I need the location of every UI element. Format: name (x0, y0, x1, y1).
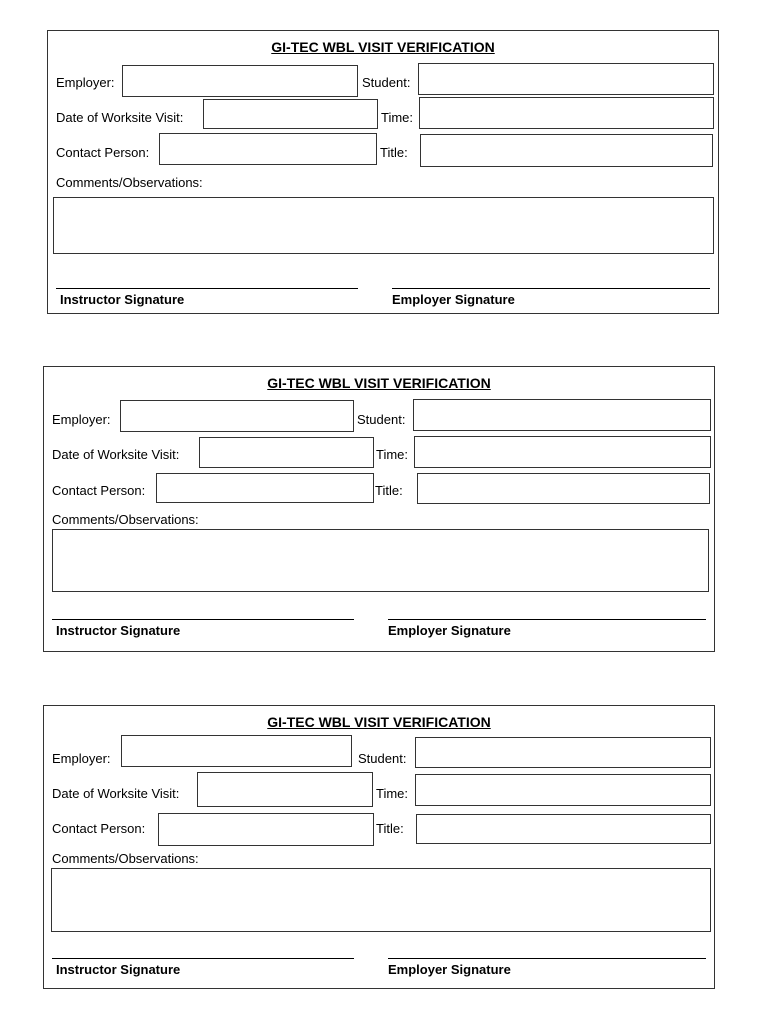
instructor-signature-line[interactable] (52, 619, 354, 620)
contact-label: Contact Person: (52, 483, 146, 498)
verification-card (47, 30, 719, 314)
time-label: Time: (376, 447, 409, 462)
title-field[interactable] (417, 473, 710, 504)
instructor-signature-label: Instructor Signature (60, 292, 185, 307)
comments-field[interactable] (51, 868, 711, 932)
comments-label: Comments/Observations: (52, 512, 199, 527)
instructor-signature-line[interactable] (52, 958, 354, 959)
instructor-signature-line[interactable] (56, 288, 358, 289)
employer-field[interactable] (121, 735, 352, 767)
title-label: Title: (380, 145, 408, 160)
student-field[interactable] (413, 399, 711, 431)
time-label: Time: (381, 110, 414, 125)
date-field[interactable] (197, 772, 373, 807)
card-title: GI-TEC WBL VISIT VERIFICATION (271, 39, 495, 55)
student-label: Student: (357, 412, 406, 427)
card-title: GI-TEC WBL VISIT VERIFICATION (267, 375, 491, 391)
employer-signature-label: Employer Signature (388, 962, 511, 977)
comments-label: Comments/Observations: (52, 851, 199, 866)
employer-label: Employer: (56, 75, 115, 90)
title-label: Title: (376, 821, 404, 836)
comments-field[interactable] (53, 197, 714, 254)
employer-signature-label: Employer Signature (388, 623, 511, 638)
employer-field[interactable] (122, 65, 358, 97)
date-field[interactable] (203, 99, 378, 129)
employer-field[interactable] (120, 400, 354, 432)
title-label: Title: (375, 483, 403, 498)
date-label: Date of Worksite Visit: (52, 786, 180, 801)
card-title: GI-TEC WBL VISIT VERIFICATION (267, 714, 491, 730)
date-field[interactable] (199, 437, 374, 468)
time-field[interactable] (419, 97, 714, 129)
contact-field[interactable] (158, 813, 374, 846)
time-label: Time: (376, 786, 409, 801)
employer-label: Employer: (52, 751, 111, 766)
employer-signature-line[interactable] (388, 958, 706, 959)
title-field[interactable] (420, 134, 713, 167)
date-label: Date of Worksite Visit: (52, 447, 180, 462)
comments-field[interactable] (52, 529, 709, 592)
employer-label: Employer: (52, 412, 111, 427)
contact-label: Contact Person: (56, 145, 150, 160)
contact-field[interactable] (159, 133, 377, 165)
student-field[interactable] (415, 737, 711, 768)
verification-card (43, 705, 715, 989)
contact-field[interactable] (156, 473, 374, 503)
date-label: Date of Worksite Visit: (56, 110, 184, 125)
employer-signature-line[interactable] (388, 619, 706, 620)
employer-signature-line[interactable] (392, 288, 710, 289)
comments-label: Comments/Observations: (56, 175, 203, 190)
student-label: Student: (362, 75, 411, 90)
time-field[interactable] (415, 774, 711, 806)
instructor-signature-label: Instructor Signature (56, 962, 181, 977)
employer-signature-label: Employer Signature (392, 292, 515, 307)
time-field[interactable] (414, 436, 711, 468)
student-label: Student: (358, 751, 407, 766)
instructor-signature-label: Instructor Signature (56, 623, 181, 638)
verification-card (43, 366, 715, 652)
student-field[interactable] (418, 63, 714, 95)
title-field[interactable] (416, 814, 711, 844)
contact-label: Contact Person: (52, 821, 146, 836)
